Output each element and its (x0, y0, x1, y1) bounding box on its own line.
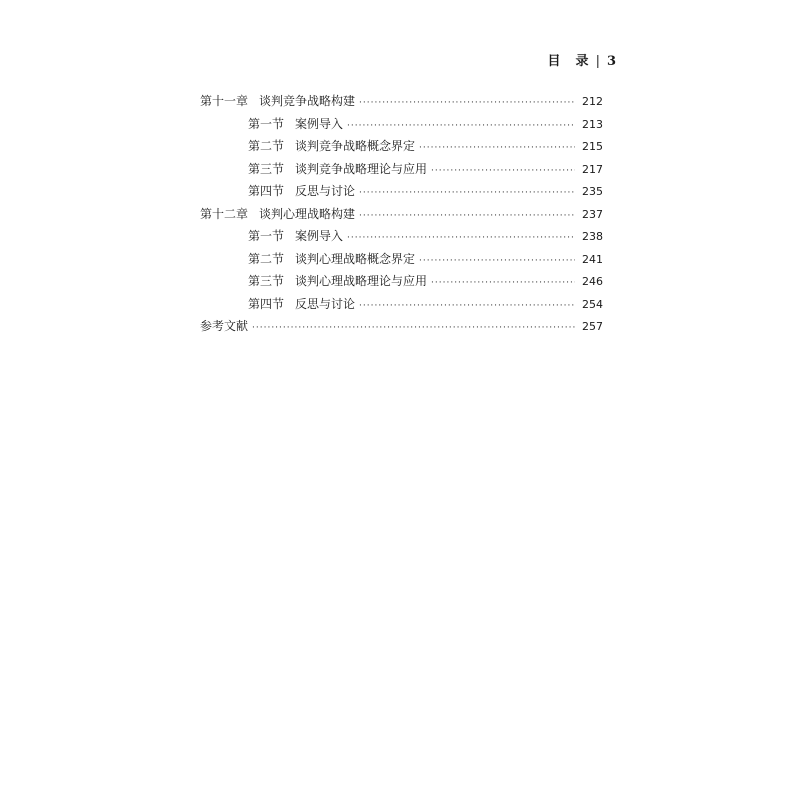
dot-leader (431, 278, 575, 288)
toc-entry-chapter-12 (200, 205, 603, 228)
toc-entry-number: 第一节 (248, 229, 285, 243)
toc-entry-section (200, 182, 603, 205)
dot-leader (252, 323, 575, 333)
toc-entry-number: 第三节 (248, 161, 285, 176)
dot-leader (419, 256, 575, 266)
toc-entry-section (200, 272, 603, 295)
dot-leader (359, 98, 575, 108)
dot-leader (431, 166, 575, 176)
toc-entry-number: 第一节 (248, 116, 285, 131)
toc-entry-title: 谈判心理战略构建 (259, 206, 356, 221)
toc-entry-page: 246 (582, 275, 603, 288)
toc-entry-page: 235 (582, 185, 603, 198)
toc-entry-page: 237 (582, 207, 603, 221)
toc-entry-number: 第二节 (248, 139, 285, 153)
toc-entry-section (200, 295, 603, 318)
toc-entry-section (200, 227, 603, 250)
toc-entry-page: 212 (582, 95, 603, 108)
toc-entry-section (200, 115, 603, 138)
toc-entry-number: 第十二章 (200, 206, 249, 221)
running-header (548, 50, 617, 69)
toc-entry-title: 案例导入 (295, 116, 344, 131)
toc-entry-title: 谈判竞争战略概念界定 (295, 139, 416, 153)
toc-entry-page: 241 (582, 252, 603, 266)
toc-entry-references (200, 317, 603, 340)
toc-entry-title: 谈判心理战略概念界定 (295, 251, 416, 266)
toc-entry-page: 257 (582, 320, 603, 333)
toc-entry-number: 第四节 (248, 296, 285, 311)
dot-leader (359, 188, 575, 198)
toc-entry-title: 谈判心理战略理论与应用 (295, 274, 428, 288)
toc-entry-page: 213 (582, 117, 603, 131)
toc-entry-page: 254 (582, 297, 603, 311)
toc-entry-title: 案例导入 (295, 229, 344, 243)
toc-entry-number: 第二节 (248, 251, 285, 266)
toc-entry-number: 第十一章 (200, 94, 249, 108)
header-separator: | (595, 54, 601, 69)
toc-entry-section (200, 250, 603, 273)
dot-leader (359, 211, 575, 221)
dot-leader (347, 121, 575, 131)
toc-entry-number: 第三节 (248, 274, 285, 288)
header-title: 目 录 (547, 54, 590, 69)
dot-leader (419, 143, 575, 153)
toc-entry-title: 参考文献 (200, 319, 249, 333)
toc-entry-chapter-11 (200, 92, 603, 115)
toc-entry-section (200, 160, 603, 183)
toc-entry-page: 238 (582, 230, 603, 243)
table-of-contents (200, 92, 603, 340)
toc-entry-section (200, 137, 603, 160)
dot-leader (347, 233, 575, 243)
toc-entry-title: 谈判竞争战略构建 (259, 94, 356, 108)
dot-leader (359, 301, 575, 311)
toc-entry-page: 215 (582, 140, 603, 153)
toc-entry-title: 反思与讨论 (295, 184, 356, 198)
header-page-number: 3 (606, 54, 617, 69)
toc-entry-number: 第四节 (248, 184, 285, 198)
toc-entry-title: 反思与讨论 (295, 296, 356, 311)
toc-entry-title: 谈判竞争战略理论与应用 (295, 161, 428, 176)
toc-entry-page: 217 (582, 162, 603, 176)
